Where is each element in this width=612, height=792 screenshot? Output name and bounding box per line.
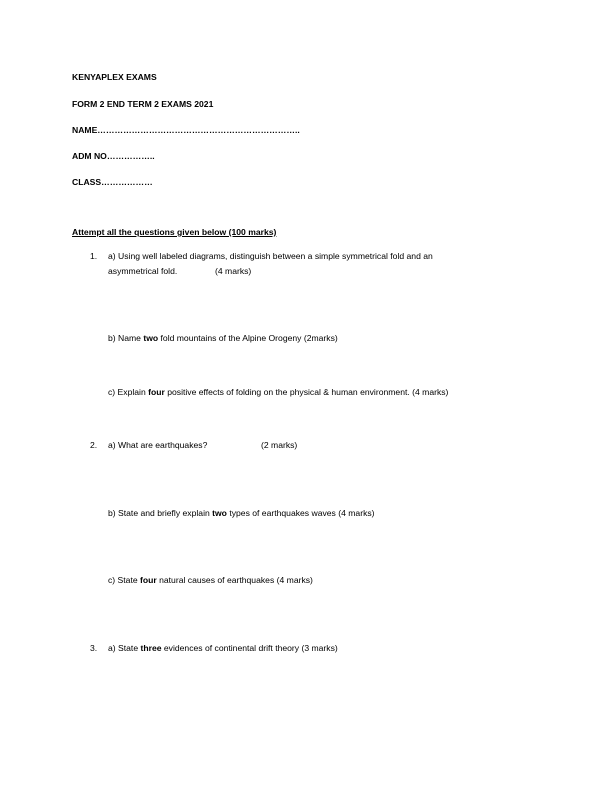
question-2c-post: natural causes of earthquakes (4 marks) [156, 575, 313, 585]
question-3a-pre: a) State [108, 643, 141, 653]
adm-no-field: ADM NO…………….. [72, 151, 155, 161]
question-1a-line1: a) Using well labeled diagrams, distinguish between a simple symmetrical fold and an [108, 251, 433, 261]
question-1c [108, 387, 448, 398]
question-1c-post: positive effects of folding on the physical & human environment. (4 marks) [164, 387, 449, 397]
question-2a: a) What are earthquakes? [108, 440, 208, 450]
class-field: CLASS……………… [72, 177, 153, 187]
question-2b-emphasis: two [212, 508, 227, 518]
question-number: 1. [90, 251, 98, 261]
instructions: Attempt all the questions given below (100 marks) [72, 227, 277, 237]
question-2c [108, 575, 313, 586]
question-3a-post: evidences of continental drift theory (3 marks) [161, 643, 338, 653]
question-1c-emphasis: four [148, 387, 165, 397]
question-1a-line2: asymmetrical fold. [108, 266, 178, 276]
question-2b-pre: b) State and briefly explain [108, 508, 213, 518]
question-2c-pre: c) State [108, 575, 140, 585]
question-1a-marks: (4 marks) [215, 266, 252, 276]
question-1c-pre: c) Explain [108, 387, 149, 397]
question-number: 2. [90, 440, 98, 450]
exam-title: FORM 2 END TERM 2 EXAMS 2021 [72, 99, 214, 109]
question-number: 3. [90, 643, 98, 653]
question-2b [108, 508, 375, 519]
question-1b-emphasis: two [143, 333, 159, 343]
question-1b-pre: b) Name [108, 333, 144, 343]
question-1b-post: fold mountains of the Alpine Orogeny (2marks) [158, 333, 338, 343]
question-2c-emphasis: four [140, 575, 157, 585]
school-name: KENYAPLEX EXAMS [72, 72, 157, 82]
question-3a-emphasis: three [140, 643, 162, 653]
name-field: NAME…………………………………………………………….. [72, 125, 300, 135]
question-2a-marks: (2 marks) [261, 440, 298, 450]
question-1b [108, 333, 338, 344]
question-3a [108, 643, 338, 654]
question-2b-post: types of earthquakes waves (4 marks) [226, 508, 375, 518]
